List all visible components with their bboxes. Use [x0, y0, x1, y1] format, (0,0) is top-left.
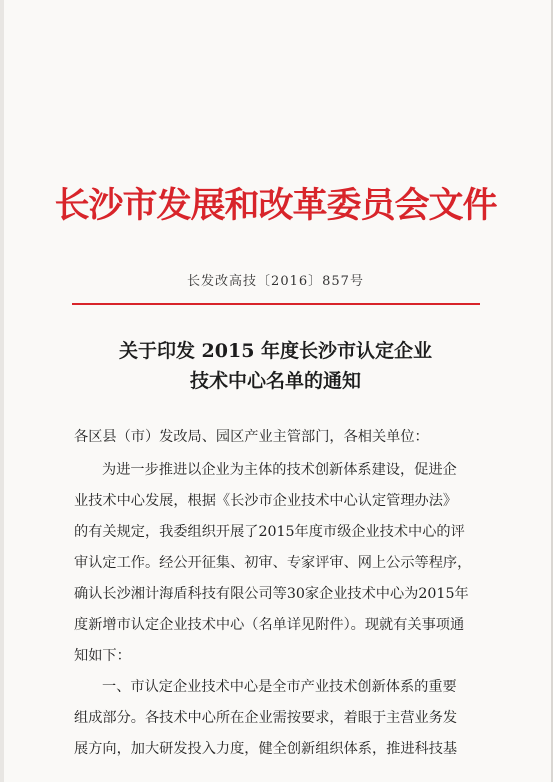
- body-line: 为进一步推进以企业为主体的技术创新体系建设，促进企: [102, 462, 457, 478]
- body-line: 的有关规定，我委组织开展了2015年度市级企业技术中心的评: [74, 524, 465, 540]
- body-line: 组成部分。各技术中心所在企业需按要求，着眼于主营业务发: [74, 710, 458, 726]
- notice-title-line-1: 关于印发 2015 年度长沙市认定企业: [118, 340, 433, 362]
- red-divider-line: [72, 303, 480, 305]
- body-line: 审认定工作。经公开征集、初审、专家评审、网上公示等程序，: [74, 555, 472, 571]
- body-line: 展方向，加大研发投入力度，健全创新组织体系，推进科技基: [74, 741, 458, 757]
- body-line: 度新增市认定企业技术中心（名单详见附件）。现就有关事项通: [74, 617, 465, 633]
- salutation: 各区县（市）发改局、园区产业主管部门，各相关单位：: [74, 429, 429, 445]
- body-line: 确认长沙湘计海盾科技有限公司等30家企业技术中心为2015年: [74, 586, 469, 602]
- body-line: 知如下：: [74, 648, 131, 664]
- notice-title-line-2: 技术中心名单的通知: [189, 370, 361, 392]
- body-line: 一、市认定企业技术中心是全市产业技术创新体系的重要: [102, 679, 457, 695]
- document-number: 长发改高技〔2016〕857号: [187, 274, 364, 289]
- issuer-header-title: 长沙市发展和改革委员会文件: [54, 185, 497, 226]
- body-line: 业技术中心发展，根据《长沙市企业技术中心认定管理办法》: [74, 493, 458, 509]
